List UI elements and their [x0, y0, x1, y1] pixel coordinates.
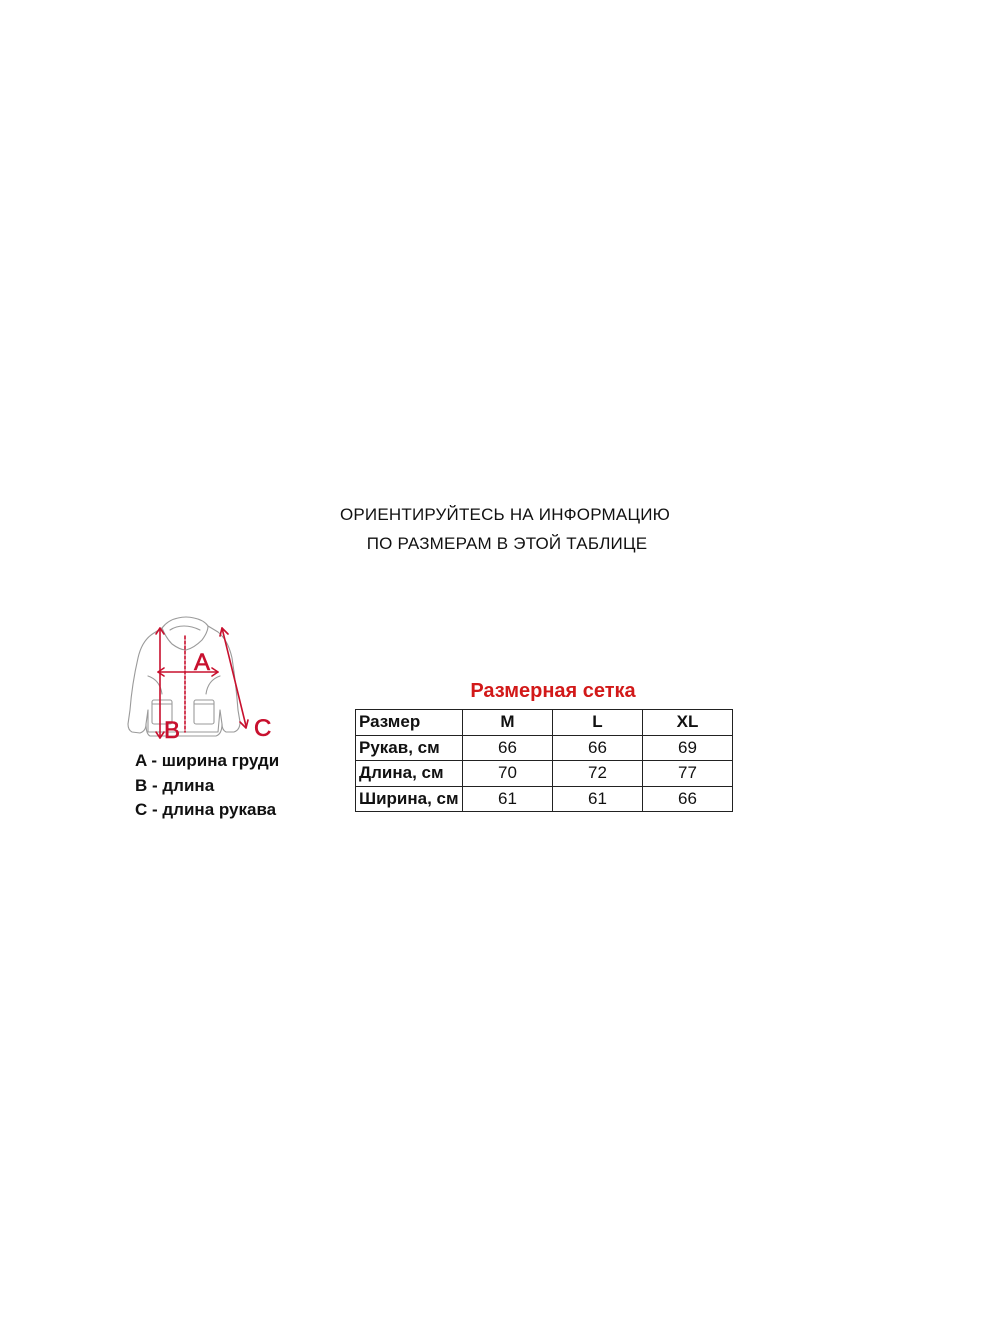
table-header-row — [356, 710, 733, 736]
label-b: B — [164, 717, 181, 744]
jacket-measurement-diagram — [122, 614, 282, 746]
cell-value: 72 — [553, 761, 643, 787]
size-chart-title: Размерная сетка — [470, 680, 636, 702]
label-c: C — [254, 715, 272, 742]
cell-value: 61 — [463, 786, 553, 812]
table-row — [356, 761, 733, 787]
label-a: A — [194, 649, 211, 676]
cell-value: 66 — [643, 786, 733, 812]
size-chart-table — [355, 709, 733, 812]
header-size-l: L — [553, 710, 643, 736]
header-size-m: M — [463, 710, 553, 736]
cell-value: 70 — [463, 761, 553, 787]
table-row — [356, 735, 733, 761]
cell-value: 66 — [463, 735, 553, 761]
cell-value: 66 — [553, 735, 643, 761]
header-size-xl: XL — [643, 710, 733, 736]
row-label-sleeve: Рукав, см — [356, 735, 463, 761]
cell-value: 77 — [643, 761, 733, 787]
arrow-c-line — [222, 628, 246, 726]
legend-item-c: C - длина рукава — [135, 800, 277, 819]
instruction-text — [0, 500, 1000, 558]
legend-item-a: A - ширина груди — [135, 751, 280, 770]
measurement-legend — [135, 749, 279, 823]
header-size-label: Размер — [356, 710, 463, 736]
instruction-line-2: ПО РАЗМЕРАМ В ЭТОЙ ТАБЛИЦЕ — [366, 534, 648, 553]
cell-value: 69 — [643, 735, 733, 761]
instruction-line-1: ОРИЕНТИРУЙТЕСЬ НА ИНФОРМАЦИЮ — [339, 505, 671, 524]
row-label-width: Ширина, см — [356, 786, 463, 812]
table-row — [356, 786, 733, 812]
row-label-length: Длина, см — [356, 761, 463, 787]
legend-item-b: B - длина — [135, 775, 215, 795]
cell-value: 61 — [553, 786, 643, 812]
